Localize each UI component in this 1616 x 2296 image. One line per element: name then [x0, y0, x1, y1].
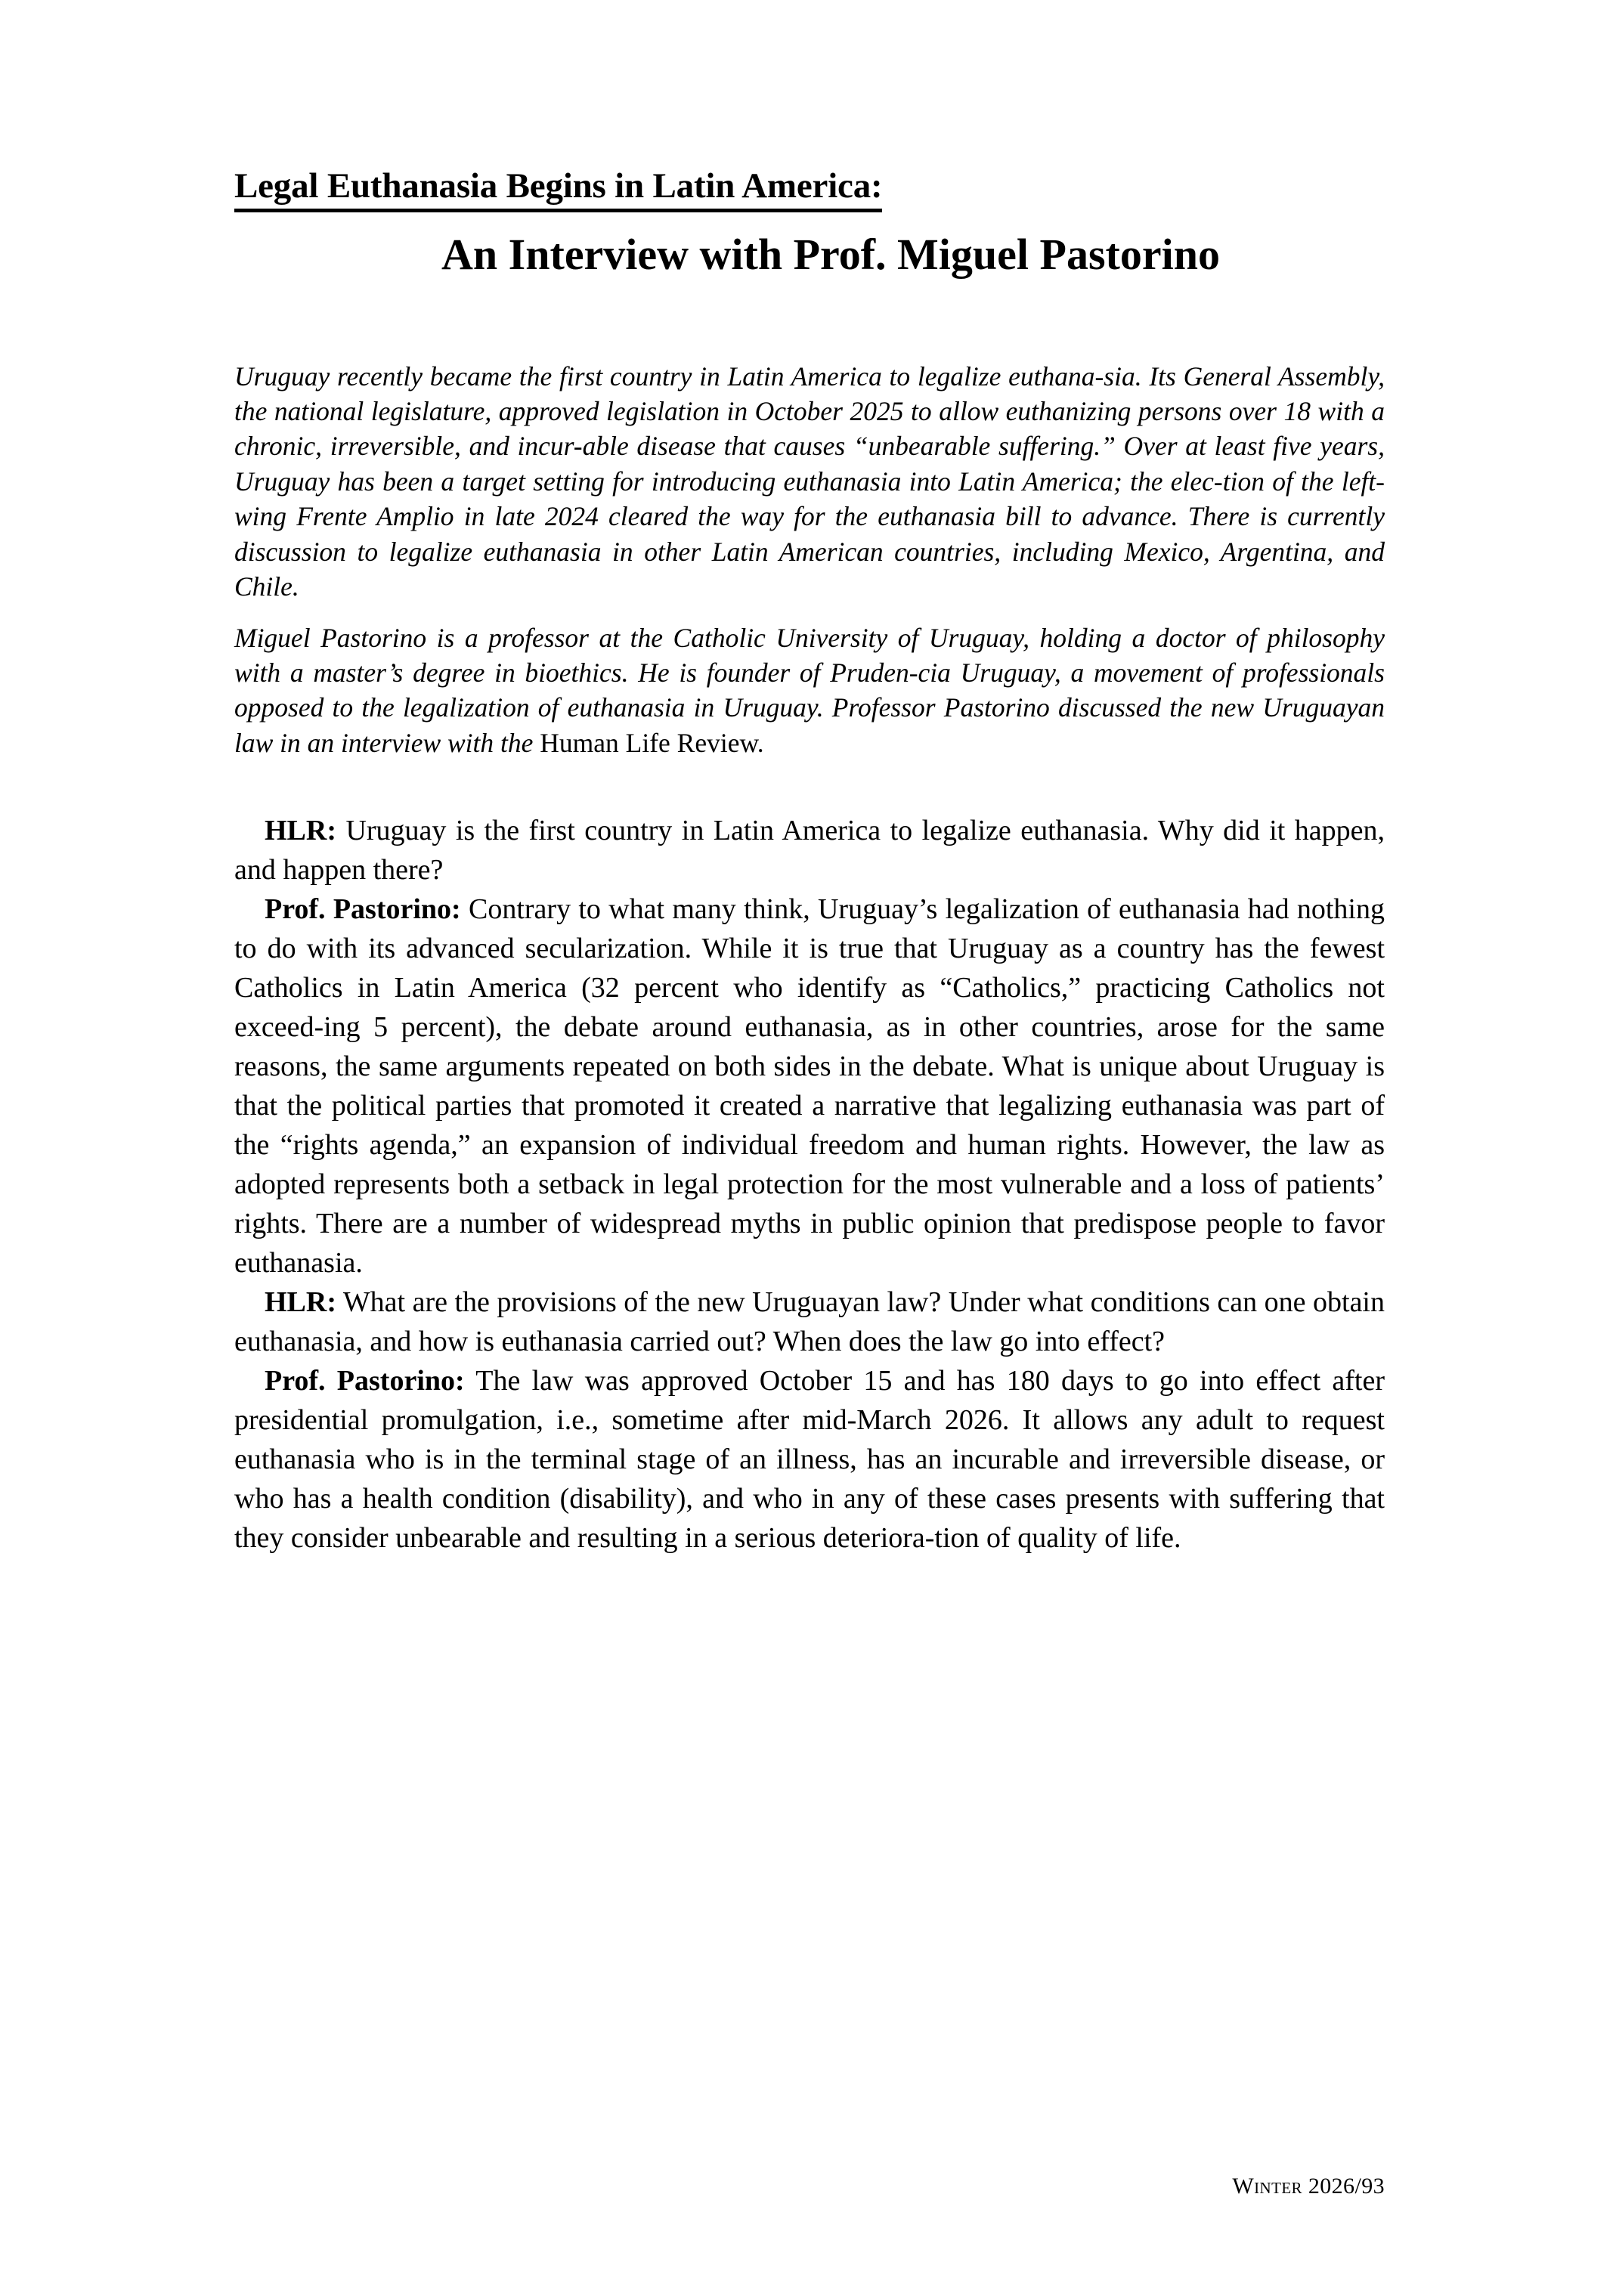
page-content-column — [234, 0, 1385, 1558]
interview-question-2 — [234, 1283, 1385, 1362]
speaker-label-pastorino-2: Prof. Pastorino: — [265, 1364, 465, 1397]
speaker-label-hlr: HLR: — [265, 815, 336, 847]
publication-name: Human Life Review. — [540, 727, 764, 758]
question-1-text: Uruguay is the first country in Latin America to legalize euthanasia. Why did it happen, and happen there? — [234, 815, 1385, 887]
answer-2-text: The law was approved October 15 and has 180 days to go into effect after presidential promulgation, i.e., sometime after mid-March 2026. It allows any adult to request euthanasia who is in the terminal stage of an illness, has an incurable and irreversible disease, or who has a health condition (disability), and who in any of these cases presents with suffering that they consider unbearable and resulting in a serious deteriora-tion of quality of life. — [234, 1364, 1385, 1554]
page-title — [234, 168, 1385, 212]
standfirst-paragraph-1: Uruguay recently became the first country in Latin America to legalize euthana-sia. Its General Assembly, the national legislature, approved legislation in October 2025 to allow euthanizing persons over 18 with a chronic, irreversible, and incur-able disease that causes “unbearable suffering.” Over at least five years, Uruguay has been a target setting for introducing euthanasia into Latin America; the elec-tion of the left-wing Frente Amplio in late 2024 cleared the way for the euthanasia bill to advance. There is currently discussion to legalize euthanasia in other Latin American countries, including Mexico, Argentina, and Chile. — [234, 360, 1385, 602]
answer-1-text: Contrary to what many think, Uruguay’s legalization of euthanasia had nothing to do with its advanced secularization. While it is true that Uruguay as a country has the fewest Catholics in Latin America (32 percent who identify as “Catholics,” practicing Catholics not exceed-ing 5 percent), the debate around euthanasia, as in other countries, arose for the same reasons, the same arguments repeated on both sides in the debate. What is unique about Uruguay is that the political parties that promoted it created a narrative that legalizing euthanasia was part of the “rights agenda,” an expansion of individual freedom and human rights. However, the law as adopted represents both a setback in legal protection for the most vulnerable and a loss of patients’ rights. There are a number of widespread myths in public opinion that predispose people to favor euthanasia. — [234, 893, 1385, 1279]
speaker-label-hlr-2: HLR: — [265, 1286, 336, 1318]
interview-answer-1 — [234, 890, 1385, 1283]
interview-answer-2 — [234, 1362, 1385, 1558]
page-title-text: Legal Euthanasia Begins in Latin America: — [234, 168, 882, 212]
interview-question-1 — [234, 812, 1385, 890]
question-2-text: What are the provisions of the new Uruguayan law? Under what conditions can one obtain euthanasia, and how is euthanasia carried out? When does the law go into effect? — [234, 1286, 1385, 1357]
standfirst-paragraph-2-italic: Miguel Pastorino is a professor at the Catholic University of Uruguay, holding a doctor of philosophy with a master’s degree in bioethics. He is founder of Pruden-cia Uruguay, a movement of professionals opposed to the legalization of euthanasia in Uruguay. Professor Pastorino discussed the new Uruguayan law in an interview with the — [234, 622, 1385, 758]
page-subtitle: An Interview with Prof. Miguel Pastorino — [441, 229, 1220, 279]
page-footer-folio — [1232, 2174, 1385, 2199]
speaker-label-pastorino: Prof. Pastorino: — [265, 893, 461, 926]
standfirst-block — [234, 359, 1385, 761]
folio-text: Winter 2026/93 — [1232, 2174, 1385, 2199]
standfirst-paragraph-2 — [234, 620, 1385, 761]
interview-body — [234, 812, 1385, 1558]
title-block — [234, 0, 1385, 279]
